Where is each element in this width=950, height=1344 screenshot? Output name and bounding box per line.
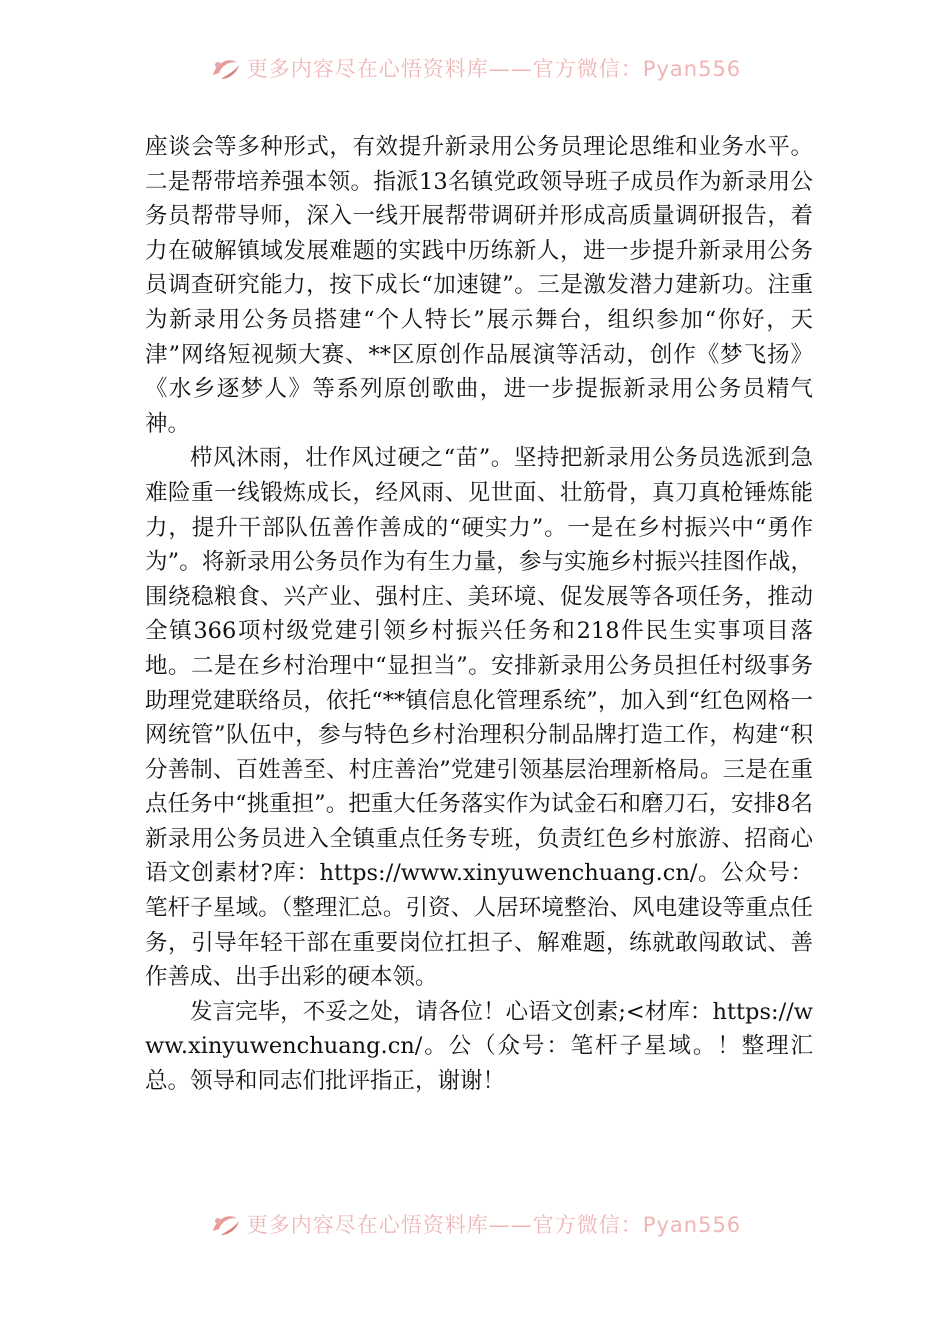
- brand-logo-icon: [209, 53, 243, 83]
- header-watermark: [0, 50, 950, 86]
- paragraph-section-practice: 栉风沐雨，壮作风过硬之“苗”。坚持把新录用公务员选派到急难险重一线锻炼成长，经风雨、见世面、壮筋骨，真刀真枪锤炼能力，提升干部队伍善作善成的“硬实力”。一是在乡村振兴中“勇作为”。将新录用公务员作为有生力量，参与实施乡村振兴挂图作战，围绕稳粮食、兴产业、强村庄、美环境、促发展等各项任务，推动全镇366项村级党建引领乡村振兴任务和218件民生实事项目落地。二是在乡村治理中“显担当”。安排新录用公务员担任村级事务助理党建联络员，依托“**镇信息化管理系统”，加入到“红色网格一网统管”队伍中，参与特色乡村治理积分制品牌打造工作，构建“积分善制、百姓善至、村庄善治”党建引领基层治理新格局。三是在重点任务中“挑重担”。把重大任务落实作为试金石和磨刀石，安排8名新录用公务员进入全镇重点任务专班，负责红色乡村旅游、招商心语文创素材?库：https://www.xinyuwenchuang.cn/。公众号：笔杆子星域。（整理汇总。引资、人居环境整治、风电建设等重点任务，引导年轻干部在重要岗位扛担子、解难题，练就敢闯敢试、善作善成、出手出彩的硬本领。: [145, 445, 813, 991]
- paragraph-continuation: 座谈会等多种形式，有效提升新录用公务员理论思维和业务水平。二是帮带培养强本领。指派13名镇党政领导班子成员作为新录用公务员帮带导师，深入一线开展帮带调研并形成高质量调研报告，着力在破解镇域发展难题的实践中历练新人，进一步提升新录用公务员调查研究能力，按下成长“加速键”。三是激发潜力建新功。注重为新录用公务员搭建“个人特长”展示舞台，组织参加“你好，天津”网络短视频大赛、**区原创作品展演等活动，创作《梦飞扬》《水乡逐梦人》等系列原创歌曲，进一步提振新录用公务员精气神。: [145, 134, 813, 437]
- paragraph-closing-remarks: 发言完毕，不妥之处，请各位！心语文创素;<材库：https://www.xinyuwenchuang.cn/。公（众号：笔杆子星域。！整理汇总。领导和同志们批评指正，谢谢！: [145, 998, 813, 1095]
- watermark-text: 更多内容尽在心悟资料库——官方微信：Pyan556: [246, 1213, 742, 1237]
- watermark-text: 更多内容尽在心悟资料库——官方微信：Pyan556: [246, 57, 742, 81]
- brand-logo-icon: [209, 1209, 243, 1239]
- document-body: [145, 130, 813, 1099]
- footer-watermark: [0, 1206, 950, 1242]
